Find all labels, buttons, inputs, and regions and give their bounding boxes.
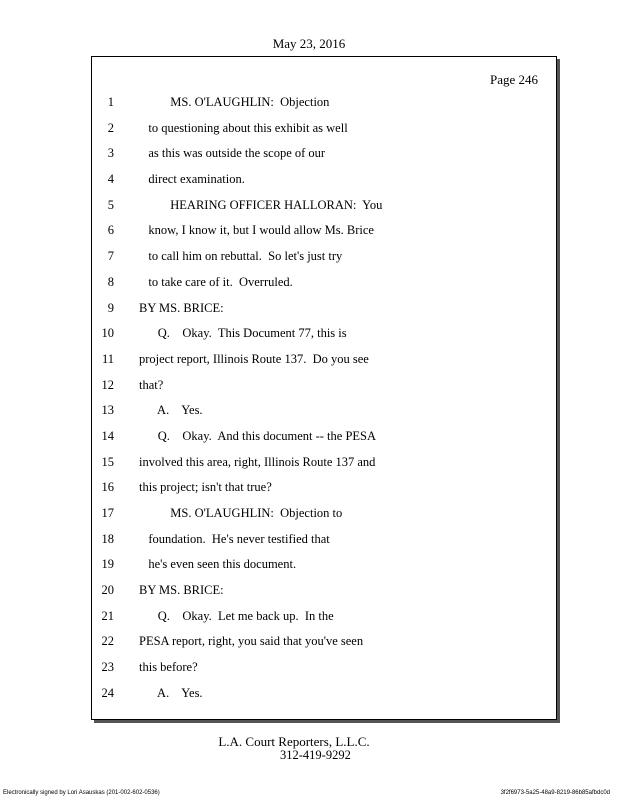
line-text: MS. O'LAUGHLIN: Objection to [139,506,343,520]
line-number: 6 [107,223,114,238]
transcript-line [92,479,556,505]
transcript-line [92,402,556,428]
transcript-page [91,56,557,720]
line-number: 23 [101,660,114,675]
line-number: 12 [101,377,114,392]
line-number: 22 [101,634,114,649]
reporter-phone: 312-419-9292 [280,748,351,762]
line-number: 5 [107,197,114,212]
line-text: PESA report, right, you said that you've seen [139,634,364,649]
line-number: 11 [101,351,114,366]
line-text: to questioning about this exhibit as well [139,120,348,135]
transcript-line [92,248,556,274]
transcript-line [92,454,556,480]
line-text: direct examination. [139,172,245,187]
line-number: 10 [101,326,114,341]
line-number: 20 [101,583,114,598]
transcript-line [92,659,556,685]
transcript-line [92,582,556,608]
line-text: to take care of it. Overruled. [139,274,293,289]
transcript-line [92,685,556,711]
line-number: 21 [101,608,114,623]
transcript-line [92,608,556,634]
line-text: HEARING OFFICER HALLORAN: You [139,197,383,212]
transcript-lines [92,94,556,711]
line-text: that? [139,377,164,392]
electronic-signature: Electronically signed by Lori Asauskas (201-002-602-0536) [3,790,160,796]
line-text: A. Yes. [139,403,203,418]
transcript-date: May 23, 2016 [272,36,346,51]
line-number: 3 [107,146,114,161]
line-number: 4 [107,172,114,187]
line-text: involved this area, right, Illinois Route 137 and [139,454,376,469]
transcript-line [92,300,556,326]
transcript-line [92,171,556,197]
line-text: know, I know it, but I would allow Ms. Brice [139,223,374,238]
transcript-line [92,145,556,171]
line-text: foundation. He's never testified that [139,531,330,546]
transcript-line [92,274,556,300]
transcript-line [92,222,556,248]
reporter-company: L.A. Court Reporters, L.L.C. [218,734,370,749]
line-text: this before? [139,660,198,675]
line-text: this project; isn't that true? [139,480,272,495]
transcript-line [92,197,556,223]
transcript-line [92,428,556,454]
line-number: 1 [107,95,114,109]
page-number: Page 246 [489,72,538,87]
line-number: 9 [107,300,114,315]
document-hash: 3f2f6973-5a25-48a9-8219-86b85afbdc0d [500,790,610,796]
line-number: 8 [107,274,114,289]
line-text: A. Yes. [139,685,203,700]
line-text: to call him on rebuttal. So let's just try [139,249,343,264]
transcript-line [92,556,556,582]
transcript-line [92,531,556,557]
line-number: 2 [107,120,114,135]
line-number: 19 [101,557,114,572]
line-text: BY MS. BRICE: [139,300,224,315]
line-text: as this was outside the scope of our [139,146,326,161]
transcript-line [92,325,556,351]
transcript-line [92,505,556,531]
line-text: he's even seen this document. [139,557,297,572]
line-number: 16 [101,480,114,495]
transcript-line [92,633,556,659]
line-text: project report, Illinois Route 137. Do you see [139,351,369,366]
line-number: 14 [101,428,114,443]
line-text: Q. Okay. And this document -- the PESA [139,428,377,443]
line-text: MS. O'LAUGHLIN: Objection [139,95,330,109]
line-number: 24 [101,685,114,700]
line-number: 15 [101,454,114,469]
line-text: Q. Okay. Let me back up. In the [139,608,334,623]
line-number: 17 [101,506,114,520]
line-number: 7 [107,249,114,264]
line-number: 13 [101,403,114,418]
line-text: Q. Okay. This Document 77, this is [139,326,347,341]
transcript-line [92,377,556,403]
line-number: 18 [101,531,114,546]
transcript-line [92,351,556,377]
transcript-line [92,120,556,146]
line-text: BY MS. BRICE: [139,583,224,598]
transcript-line [92,94,556,120]
